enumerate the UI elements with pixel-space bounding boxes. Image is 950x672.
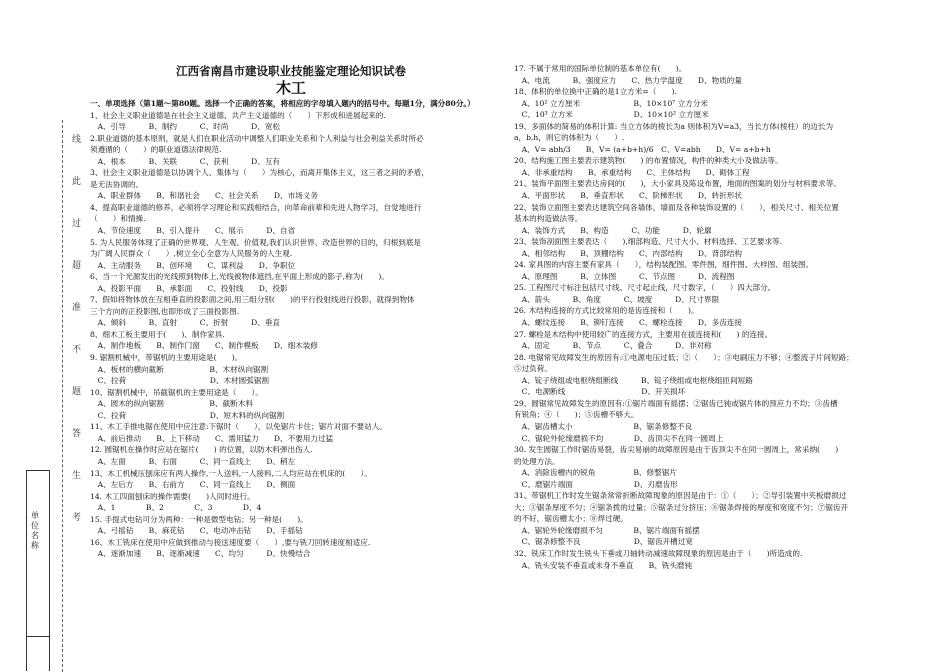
question-line: A、原理图 B、立体图 C、节点图 D、流程图 [514, 271, 735, 281]
question-line: 24. 家具图的内容主要有家具（ ），结构装配图、零件图，细件图、大样图、组装图。 [514, 260, 814, 270]
binding-margin-word: 题 [72, 387, 82, 397]
question-line: 19、多面体的简易的体积计算: 当立方体的棱长为a 则体积为V=a3，当长方体(棱柱）的边长为 [514, 121, 834, 131]
question-line: A、左后方 B、右前方 C、同一直线上 D、侧面 [90, 480, 296, 490]
question-line: 有锐角；④（ )；⑤齿槽不够大。 [514, 410, 639, 420]
question-line: A、逐渐加速 B、逐渐减速 C、均匀 D、快慢结合 [90, 549, 311, 559]
question-line: 8、细木工板主要用于( )、制作家具. [90, 329, 225, 339]
question-line: A、引导 B、制约 C、时尚 D、宽松 [90, 122, 281, 132]
question-line: 9. 锯割机械中，带锯机的主要用途是( )。 [90, 353, 243, 363]
question-line: （ ）和情操. [90, 214, 146, 224]
question-line: 1、社会主义职业道德是在社会主义道德、共产主义道德的（ ）下形成和进展起来的. [90, 110, 386, 120]
unit-name-box [26, 470, 50, 671]
question-line: C、拉荷 D、短木料的纵向锯割 [90, 410, 285, 420]
question-line: 7、假如将物体放在互相垂直的投影面之间,用三组分别( )的平行投射线进行投影，就得到物体 [90, 295, 415, 305]
binding-margin-words [72, 135, 84, 555]
binding-margin-word: 答 [72, 429, 82, 439]
left-column [90, 63, 492, 560]
binding-margin-word: 线 [72, 135, 82, 145]
binding-margin-word: 超 [72, 261, 82, 271]
binding-margin-word: 不 [72, 345, 82, 355]
question-line: 须遵循的（ ）的职业道德法律规范. [90, 145, 222, 155]
question-line: C、电源断线 D、开关损坏 [514, 387, 686, 397]
question-line: A、固定 B、节点 C、叠合 D、非对称 [514, 341, 712, 351]
question-line: 大；③锯条厚度不匀；④锯条拨的过量；⑤锯条过分挤压；⑥锯条焊接的厚度和宽度不匀；⑦锯齿开 [514, 502, 849, 512]
question-line: A、投影平面 B、承影面 C、投射线 D、投影 [90, 283, 288, 293]
question-line: A、箭头 B、角度 C、坡度 D、尺寸界限 [514, 294, 720, 304]
question-line: A、板材的横向截断 B、木材纵向锯割 [90, 364, 269, 374]
question-line: 基本的构造做法等。 [514, 214, 583, 224]
question-line: 5. 为人民服务体现了正确的世界观、人生观、价值观,我们认识世界、改造世界的目的，归根到底是 [90, 237, 422, 247]
question-line: 为广阔人民群众（ ）,树立全心全意为人民服务的人生观. [90, 249, 293, 259]
question-line: A、相邻结构 B、顶棚结构 C、内部结构 D、背部结构 [514, 248, 742, 258]
right-question-list [514, 63, 884, 571]
question-line: A、制作地板 B、制作门窗 C、制作模板 D、细木装修 [90, 341, 318, 351]
question-line: A、10² 立方厘米 B、10×10⁷ 立方分米 [514, 98, 709, 108]
question-line: A、根本 B、关联 C、获利 D、互有 [90, 156, 281, 166]
question-line: 28. 电锯常见故障发生的原因有:①电源电压过低；②（ ）；③电刷压力不够；④整流子片间短路； [514, 352, 854, 362]
question-line: A、锭子绕组或电枢绕组断线 B、锭子绕组或电枢绕组匝间短路 [514, 375, 753, 385]
question-line: C、锯轮外轮缘磨损不均 D、齿顶尖不在同一圆周上 [514, 433, 724, 443]
question-line: 20、结构施工图主要表示建筑物( ) 的布置情况，构件的种类大小及做法等。 [514, 156, 783, 166]
binding-margin-word: 此 [72, 177, 82, 187]
question-line: 26. 木结构连接的方式比较常用的是齿连接和（ )。 [514, 306, 699, 316]
exam-subject: 木工 [275, 79, 306, 97]
question-line: 的处理方法。 [514, 456, 560, 466]
question-line: 3、社会主义职业道德是以协调个人、集体与（ ）为核心，而离开集体主义，这三者之间的矛盾， [90, 168, 429, 178]
question-line: C、磨锯片端面 D、刃磨齿形 [514, 479, 678, 489]
binding-margin-word: 准 [72, 303, 82, 313]
question-line: 15. 手提式电钻可分为两种：一种是微型电钻；另一种是( )。 [90, 514, 308, 524]
question-line: A、圆木的纵向锯割 B、截断木料 [90, 399, 253, 409]
section-instructions: 一、单项选择（第1题～第80题。选择一个正确的答案，将相应的字母填入题内的括号中。每题1分，满分80分。） [90, 99, 475, 108]
question-line: 22、装饰立面图主要表达建筑空间各墙体，墙面及各种装饰设置的（ ），相关尺寸、相关位置 [514, 202, 839, 212]
question-line: 18、体积的单位换中正确的是1立方米=（ ). [514, 87, 677, 97]
question-line: 2.职业道德的基本原则，就是人们在职业活动中调整人们职业关系和个人利益与社会利益关系时所必 [90, 133, 424, 143]
left-question-list [90, 110, 492, 560]
question-line: 6、当一个光源发出的光线照到物体上,光线被物体遮挡,在平面上形成的影子,称为( )。 [90, 272, 389, 282]
question-line: 13、木工机械压刨床应有两人操作,一人送料,一人接料,二人均应站在机床的( ）。 [90, 468, 372, 478]
binding-margin-word: 过 [72, 219, 82, 229]
question-line: A、1 B、2 C、3 D、4 [90, 503, 262, 513]
question-line: A、平面形状 B、垂直形状 C、阶梯形状 D、转折形状 [514, 191, 742, 201]
unit-name-label: 单位名称 [31, 511, 39, 550]
question-line: 30. 发生圆锯工作时锯齿易裂，齿尖易崩的故障原因是由于齿顶尖不在同一圆周上，常采纳( ) [514, 445, 839, 455]
binding-margin-word: 考 [72, 513, 82, 523]
question-line: 三个方向的正投影图,也即形成了三面投影图. [90, 306, 240, 316]
question-line: A、铣头安装不垂直或未身不垂直 B、铣头磨钝 [514, 560, 693, 570]
question-line: 的不好，锯齿槽太小；⑧焊过硬。 [514, 514, 628, 524]
question-line: 29、圆锯常见故障发生的原因有:①锯片端面有摇摆；②锯齿已钝或锯片体的预应力不均；③齿槽 [514, 398, 838, 408]
right-column [514, 63, 884, 571]
question-line: 27. 螺栓是木结构中使用较广的连接方式，主要用在拔连接和( ) 的连接。 [514, 329, 773, 339]
question-line: a，b,h，则它的体积为（ ）. [514, 133, 625, 143]
question-line: A、装饰方式 B、构造 C、功能 D、轮廓 [514, 225, 712, 235]
question-line: 17. 不属于常用的国际单位制的基本单位有( )。 [514, 64, 687, 73]
question-line: A、V= abh/3 B、V= (a+b+h)/6 C、V=abh D、V= a+b+h [514, 144, 771, 154]
binding-margin-word: 生 [72, 471, 82, 481]
question-line: A、消除齿槽内的锐角 B、修整锯片 [514, 468, 677, 478]
question-line: C、10³ 立方米 D、10×10² 立方厘米 [514, 110, 709, 120]
binding-dashed-line [62, 120, 63, 672]
question-line: 14. 木工四面刨床的操作需要( )人同时进行。 [90, 491, 255, 501]
question-line: A、电流 B、强度应力 C、热力学温度 D、物质的量 [514, 75, 742, 85]
question-line: A、锯齿槽太小 B、锯条修整不良 [514, 421, 693, 431]
question-line: 是无法协调的。 [90, 179, 144, 189]
question-line: C、拉荷 D、木材圆弧锯割 [90, 376, 269, 386]
question-line: A、前后推动 B、上下移动 C、需用猛力 D、不要用力过猛 [90, 433, 334, 443]
question-line: 10、锯割机械中，吊截锯机的主要用途是（ ）。 [90, 387, 263, 397]
question-line: A、螺纹连接 B、铆钉连接 C、螺栓连接 D、多齿连接 [514, 318, 742, 328]
unit-box-divider [27, 636, 49, 637]
question-line: 11、木工手推电锯在使用中应注意:下锯时（ ），以免锯片卡住；锯片对面不要站人。 [90, 422, 387, 432]
question-line: 25. 工程图尺寸标注包括尺寸线、尺寸起止线，尺寸数字，（ ）四大部分。 [514, 283, 776, 293]
question-line: 32、铣床工作时发生铣头下垂或刀轴转动减速故障现象的原因是由于（ )所造成的. [514, 548, 803, 558]
question-line: A、职业群体 B、和谐社会 C、社会关系 D、市场义务 [90, 191, 318, 201]
question-line: A、倾斜 B、直射 C、折射 D、垂直 [90, 318, 281, 328]
question-line: A、弓摇钻 B、麻花钻 C、电动冲击钻 D、手摇钻 [90, 526, 303, 536]
question-line: 12. 圆锯机在操作时应站在锯片( ) 的位置，以防木料弹出伤人. [90, 445, 313, 455]
question-line: A、锯轮外轮缘磨损不匀 B、锯片端面有摇摆 [514, 525, 700, 535]
question-line: 4、提高职业道德的修养，必须将学习理论和实践相结合，向革命前辈和先进人物学习，自觉地进行 [90, 202, 422, 212]
question-line: A、左面 B、右面 C、同一直线上 D、稍左 [90, 456, 296, 466]
question-line: A、节俭速度 B、引入提升 C、展示 D、自省 [90, 226, 296, 236]
question-line: ⑤过负荷。 [514, 364, 552, 374]
question-line: 16、木工铣床在使用中应做到推动与接送速度要（ ）,要与铣刀回转速度相适应. [90, 537, 371, 547]
question-line: A、非承重结构 B、承重结构 C、主体结构 D、砌体工程 [514, 167, 750, 177]
question-line: 21、装饰平面图主要表达房间的( )，大小家具及陈设布置，地面的图案的划分与材料要求等。 [514, 179, 841, 189]
question-line: C、锯条修整不良 D、锯齿开槽过宽 [514, 537, 693, 547]
question-line: 31、带锯机工作时发生锯条常常折断故障现象的原因是由于：①（ ）；②导引装置中夹板磨损过 [514, 491, 847, 501]
exam-title: 江西省南昌市建设职业技能鉴定理论知识试卷 [176, 64, 406, 78]
question-line: A、主动服务 B、创环境 C、谋利益 D、争职位 [90, 260, 296, 270]
question-line: 23、装饰剖面图主要表达（ ),细部构造、尺寸大小、材料选择、工艺要求等. [514, 237, 783, 247]
